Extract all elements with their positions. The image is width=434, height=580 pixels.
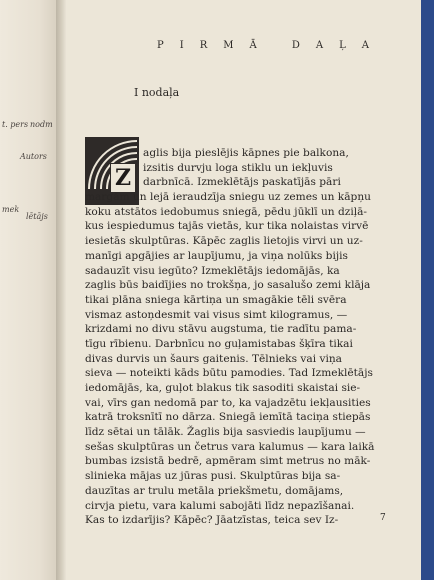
text-line: katrā troksnītī no dārza. Sniegā iemītā taciņa stiepās: [85, 411, 371, 424]
text-line: sešas skulptūras un četrus vara kalumus — kara laikā: [85, 440, 375, 453]
text-line: cirvja pietu, vara kalumi sabojāti līdz nepazīšanai.: [85, 499, 355, 512]
text-line: izsitis durvju loga stiklu un iekļuvis: [143, 161, 333, 174]
book-page: [66, 0, 421, 580]
previous-page: [0, 0, 56, 580]
chapter-title: I nodaļa: [134, 86, 180, 99]
text-line: līdz sētai un tālāk. Žaglis bija sasviedis laupījumu —: [85, 426, 366, 439]
text-line: bumbas izsistā bedrē, apmēram simt metrus no māk-: [85, 455, 371, 468]
text-line: slinieka mājas uz jūras pusi. Skulptūras bija sa-: [85, 470, 341, 483]
text-line: divas durvis un šaurs gaitenis. Tēlnieks vai viņa: [85, 352, 342, 365]
text-line: kus iespiedumus tajās vietās, kur tika nolaistas virvē: [85, 220, 369, 233]
text-line: margām un lejā ieraudzīja sniegu uz zemes un kāpņu: [85, 191, 371, 204]
left-page-fragment: nodm: [30, 120, 53, 129]
book-gutter: [56, 0, 66, 580]
text-line: vismaz astoņdesmit vai visus simt kilogramus, —: [85, 308, 348, 321]
text-line: aglis bija pieslējis kāpnes pie balkona,: [143, 147, 349, 159]
text-line: tikai plāna sniega kārtiņa un smagākie tēli svēra: [85, 293, 347, 306]
left-page-fragment: Autors: [20, 152, 47, 161]
text-line: krizdami no divu stāvu augstuma, tie radītu pama-: [85, 323, 357, 336]
left-page-fragment: mek: [2, 205, 20, 214]
text-line: dauzītas ar trulu metāla priekšmetu, domājams,: [85, 484, 344, 497]
text-line: iedomājās, ka, guļot blakus tik sasoditi skaistai sie-: [85, 382, 361, 394]
text-line: koku atstātos iedobumus sniegā, pēdu jūklī un dziļā-: [85, 205, 368, 218]
page-number: 7: [380, 513, 386, 523]
part-header: PIRMĀ DAĻA: [157, 40, 385, 51]
text-line: iesietās skulptūras. Kāpēc zaglis lietojis virvi un uz-: [85, 235, 363, 248]
text-line: vai, vīrs gan nedomā par to, ka vajadzētu iekļausities: [85, 396, 371, 409]
drop-cap-letter: Z: [110, 163, 136, 193]
text-line: zaglis būs baidījies no trokšņa, jo sasalušo zemi klāja: [85, 279, 371, 292]
text-line: manīgi apgājies ar laupījumu, ja viņa nolūks bijis: [85, 249, 348, 262]
text-line: sieva — noteikti kāds būtu pamodies. Tad Izmeklētājs: [85, 367, 373, 380]
text-line: sadauzīt visu iegūto? Izmeklētājs iedomājās, ka: [85, 264, 340, 277]
text-line: darbnīcā. Izmeklētājs paskatījās pāri: [143, 176, 341, 189]
left-page-fragment: lētājs: [26, 212, 48, 221]
body-text: [85, 146, 375, 528]
text-line: tīgu rībienu. Darbnīcu no guļamistabas šķīra tikai: [85, 337, 353, 350]
left-page-fragment: t. pers: [2, 120, 29, 129]
text-line: Kas to izdarījis? Kāpēc? Jāatzīstas, teica sev Iz-: [85, 514, 339, 527]
